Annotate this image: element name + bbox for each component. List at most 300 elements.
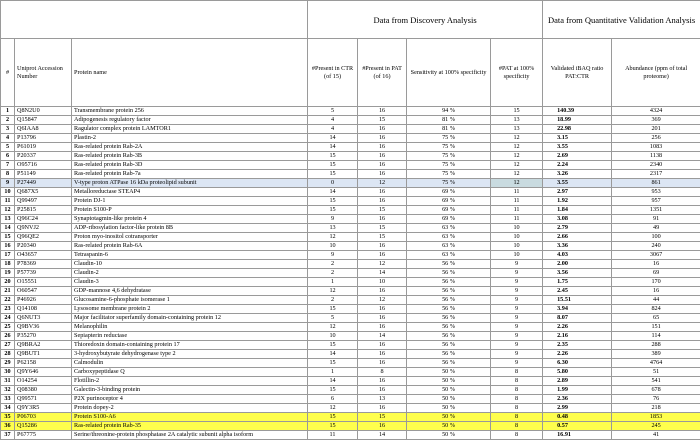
sensitivity-cell: 75 % [407,179,491,188]
pat-spec-cell: 9 [491,278,543,287]
ibaq-ratio-cell: 2.26 [543,350,612,359]
table-row [1,197,700,206]
abundance-cell: 288 [612,341,700,350]
accession-cell: Q6NUT3 [15,314,72,323]
ibaq-ratio-cell: 140.39 [543,107,612,116]
pat-spec-cell: 10 [491,224,543,233]
protein-name-cell: Melanophilin [72,323,308,332]
pat-spec-cell: 9 [491,287,543,296]
sensitivity-cell: 75 % [407,152,491,161]
protein-name-cell: GDP-mannose 4,6 dehydratase [72,287,308,296]
table-row [1,368,700,377]
protein-name-cell: Protein S100-A6 [72,413,308,422]
present-ctr-cell: 2 [308,269,358,278]
protein-name-cell: Flotillin-2 [72,377,308,386]
ibaq-ratio-cell: 2.45 [543,287,612,296]
sensitivity-cell: 56 % [407,359,491,368]
pat-spec-cell: 11 [491,215,543,224]
present-ctr-cell: 5 [308,314,358,323]
protein-name-cell: Transmembrane protein 256 [72,107,308,116]
protein-name-cell: Glucosamine-6-phosphate isomerase 1 [72,296,308,305]
pat-spec-cell: 10 [491,251,543,260]
accession-cell: Q9BUT1 [15,350,72,359]
row-index: 32 [1,386,15,395]
abundance-cell: 151 [612,323,700,332]
protein-name-cell: Ras-related protein Rab-3D [72,161,308,170]
sensitivity-cell: 69 % [407,215,491,224]
sensitivity-cell: 69 % [407,188,491,197]
present-ctr-cell: 15 [308,305,358,314]
sensitivity-cell: 50 % [407,377,491,386]
accession-cell: Q08380 [15,386,72,395]
row-index: 33 [1,395,15,404]
table-row [1,179,700,188]
abundance-cell: 201 [612,125,700,134]
accession-cell: Q9BV36 [15,323,72,332]
pat-spec-cell: 12 [491,152,543,161]
column-header-row [1,39,700,107]
ibaq-ratio-cell: 1.75 [543,278,612,287]
accession-cell: Q15847 [15,116,72,125]
pat-spec-cell: 9 [491,269,543,278]
col-header-index: # [1,39,15,107]
present-pat-cell: 16 [358,359,407,368]
present-ctr-cell: 9 [308,215,358,224]
abundance-cell: 76 [612,395,700,404]
row-index: 24 [1,314,15,323]
pat-spec-cell: 9 [491,305,543,314]
ibaq-ratio-cell: 5.80 [543,368,612,377]
sensitivity-cell: 75 % [407,170,491,179]
row-index: 7 [1,161,15,170]
accession-cell: Q14108 [15,305,72,314]
ibaq-ratio-cell: 16.91 [543,431,612,440]
pat-spec-cell: 11 [491,197,543,206]
abundance-cell: 245 [612,422,700,431]
pat-spec-cell: 8 [491,404,543,413]
table-row [1,143,700,152]
present-ctr-cell: 15 [308,359,358,368]
ibaq-ratio-cell: 4.03 [543,251,612,260]
ibaq-ratio-cell: 2.79 [543,224,612,233]
present-pat-cell: 16 [358,197,407,206]
pat-spec-cell: 9 [491,323,543,332]
row-index: 1 [1,107,15,116]
protein-name-cell: Major facilitator superfamily domain-containing protein 12 [72,314,308,323]
abundance-cell: 16 [612,260,700,269]
sensitivity-cell: 81 % [407,125,491,134]
abundance-cell: 4324 [612,107,700,116]
sensitivity-cell: 63 % [407,242,491,251]
accession-cell: P51149 [15,170,72,179]
present-ctr-cell: 13 [308,224,358,233]
sensitivity-cell: 56 % [407,278,491,287]
row-index: 36 [1,422,15,431]
col-header-accession: Uniprot Accession Number [15,39,72,107]
present-ctr-cell: 10 [308,332,358,341]
sensitivity-cell: 50 % [407,431,491,440]
protein-name-cell: Protein S100-P [72,206,308,215]
group-header-row [1,1,700,39]
row-index: 21 [1,287,15,296]
row-index: 35 [1,413,15,422]
present-pat-cell: 15 [358,413,407,422]
row-index: 26 [1,332,15,341]
protein-name-cell: Lysosome membrane protein 2 [72,305,308,314]
table-row [1,215,700,224]
abundance-cell: 369 [612,116,700,125]
abundance-cell: 65 [612,314,700,323]
abundance-cell: 100 [612,233,700,242]
pat-spec-cell: 9 [491,350,543,359]
row-index: 2 [1,116,15,125]
table-row [1,431,700,440]
present-ctr-cell: 6 [308,395,358,404]
protein-name-cell: Galectin-3-binding protein [72,386,308,395]
abundance-cell: 240 [612,242,700,251]
discovery-group-header: Data from Discovery Analysis [308,1,543,39]
pat-spec-cell: 10 [491,242,543,251]
table-row [1,359,700,368]
abundance-cell: 49 [612,224,700,233]
sensitivity-cell: 63 % [407,233,491,242]
pat-spec-cell: 12 [491,134,543,143]
present-ctr-cell: 0 [308,179,358,188]
sensitivity-cell: 50 % [407,404,491,413]
abundance-cell: 541 [612,377,700,386]
ibaq-ratio-cell: 2.35 [543,341,612,350]
table-body [1,107,700,440]
ibaq-ratio-cell: 3.15 [543,134,612,143]
sensitivity-cell: 56 % [407,332,491,341]
protein-name-cell: V-type proton ATPase 16 kDa proteolipid subunit [72,179,308,188]
table-row [1,251,700,260]
pat-spec-cell: 13 [491,116,543,125]
accession-cell: P57739 [15,269,72,278]
abundance-cell: 3067 [612,251,700,260]
present-ctr-cell: 15 [308,161,358,170]
accession-cell: P67775 [15,431,72,440]
table-row [1,107,700,116]
ibaq-ratio-cell: 3.55 [543,179,612,188]
pat-spec-cell: 9 [491,260,543,269]
sensitivity-cell: 56 % [407,314,491,323]
table-row [1,161,700,170]
header-blank-cell [1,1,308,39]
ibaq-ratio-cell: 2.00 [543,260,612,269]
table-row [1,260,700,269]
present-ctr-cell: 14 [308,350,358,359]
row-index: 12 [1,206,15,215]
accession-cell: Q99497 [15,197,72,206]
row-index: 28 [1,350,15,359]
ibaq-ratio-cell: 0.57 [543,422,612,431]
accession-cell: Q6IAA8 [15,125,72,134]
present-ctr-cell: 9 [308,251,358,260]
present-pat-cell: 16 [358,422,407,431]
accession-cell: P46926 [15,296,72,305]
present-pat-cell: 12 [358,296,407,305]
protein-name-cell: Claudin-2 [72,269,308,278]
present-pat-cell: 16 [358,287,407,296]
validation-group-header: Data from Quantitative Validation Analysis [543,1,700,39]
ibaq-ratio-cell: 2.16 [543,332,612,341]
table-row [1,323,700,332]
sensitivity-cell: 50 % [407,413,491,422]
table-row [1,233,700,242]
abundance-cell: 1138 [612,152,700,161]
present-ctr-cell: 2 [308,260,358,269]
protein-name-cell: ADP-ribosylation factor-like protein 8B [72,224,308,233]
abundance-cell: 218 [612,404,700,413]
accession-cell: Q9NVJ2 [15,224,72,233]
sensitivity-cell: 56 % [407,269,491,278]
protein-name-cell: Claudin-3 [72,278,308,287]
accession-cell: Q99571 [15,395,72,404]
table-row [1,332,700,341]
present-pat-cell: 16 [358,251,407,260]
abundance-cell: 678 [612,386,700,395]
row-index: 18 [1,260,15,269]
present-pat-cell: 16 [358,188,407,197]
present-pat-cell: 16 [358,125,407,134]
protein-name-cell: Claudin-10 [72,260,308,269]
row-index: 25 [1,323,15,332]
accession-cell: O14254 [15,377,72,386]
table-row [1,170,700,179]
present-pat-cell: 16 [358,242,407,251]
sensitivity-cell: 56 % [407,305,491,314]
col-header-protein-name: Protein name [72,39,308,107]
row-index: 30 [1,368,15,377]
row-index: 16 [1,242,15,251]
row-index: 9 [1,179,15,188]
accession-cell: O43657 [15,251,72,260]
pat-spec-cell: 12 [491,170,543,179]
present-ctr-cell: 15 [308,386,358,395]
col-header-sensitivity: Sensitivity at 100% specificity [407,39,491,107]
ibaq-ratio-cell: 22.98 [543,125,612,134]
abundance-cell: 170 [612,278,700,287]
ibaq-ratio-cell: 0.48 [543,413,612,422]
pat-spec-cell: 8 [491,413,543,422]
present-pat-cell: 16 [358,341,407,350]
table-row [1,206,700,215]
row-index: 15 [1,233,15,242]
pat-spec-cell: 12 [491,179,543,188]
present-ctr-cell: 15 [308,206,358,215]
col-header-present-pat: #Present in PAT (of 16) [358,39,407,107]
present-ctr-cell: 1 [308,278,358,287]
accession-cell: Q9Y3R5 [15,404,72,413]
present-pat-cell: 16 [358,107,407,116]
ibaq-ratio-cell: 2.97 [543,188,612,197]
pat-spec-cell: 10 [491,233,543,242]
present-pat-cell: 13 [358,395,407,404]
accession-cell: O95716 [15,161,72,170]
present-pat-cell: 16 [358,377,407,386]
accession-cell: Q8N2U0 [15,107,72,116]
sensitivity-cell: 94 % [407,107,491,116]
present-ctr-cell: 12 [308,287,358,296]
pat-spec-cell: 13 [491,125,543,134]
row-index: 6 [1,152,15,161]
ibaq-ratio-cell: 15.51 [543,296,612,305]
sensitivity-cell: 50 % [407,386,491,395]
present-ctr-cell: 15 [308,152,358,161]
abundance-cell: 1853 [612,413,700,422]
present-ctr-cell: 15 [308,197,358,206]
present-ctr-cell: 4 [308,125,358,134]
present-pat-cell: 16 [358,386,407,395]
abundance-cell: 824 [612,305,700,314]
abundance-cell: 4764 [612,359,700,368]
present-pat-cell: 12 [358,260,407,269]
ibaq-ratio-cell: 2.36 [543,395,612,404]
present-pat-cell: 16 [358,314,407,323]
sensitivity-cell: 50 % [407,422,491,431]
row-index: 5 [1,143,15,152]
abundance-cell: 44 [612,296,700,305]
protein-name-cell: Ras-related protein Rab-3B [72,152,308,161]
table-row [1,116,700,125]
protein-name-cell: Thioredoxin domain-containing protein 17 [72,341,308,350]
accession-cell: P06703 [15,413,72,422]
abundance-cell: 957 [612,197,700,206]
abundance-cell: 91 [612,215,700,224]
table-row [1,188,700,197]
ibaq-ratio-cell: 8.07 [543,314,612,323]
abundance-cell: 1351 [612,206,700,215]
protein-name-cell: P2X purinoceptor 4 [72,395,308,404]
present-ctr-cell: 14 [308,188,358,197]
present-ctr-cell: 14 [308,377,358,386]
row-index: 13 [1,215,15,224]
protein-name-cell: Calmodulin [72,359,308,368]
ibaq-ratio-cell: 2.89 [543,377,612,386]
protein-name-cell: Sepiapterin reductase [72,332,308,341]
present-pat-cell: 15 [358,206,407,215]
table-row [1,404,700,413]
present-pat-cell: 15 [358,224,407,233]
row-index: 4 [1,134,15,143]
present-ctr-cell: 12 [308,323,358,332]
sensitivity-cell: 63 % [407,251,491,260]
pat-spec-cell: 9 [491,296,543,305]
table-row [1,152,700,161]
row-index: 27 [1,341,15,350]
pat-spec-cell: 9 [491,332,543,341]
accession-cell: P61019 [15,143,72,152]
table-row [1,278,700,287]
table-row [1,224,700,233]
abundance-cell: 51 [612,368,700,377]
pat-spec-cell: 12 [491,143,543,152]
pat-spec-cell: 8 [491,368,543,377]
row-index: 17 [1,251,15,260]
row-index: 19 [1,269,15,278]
table-row [1,287,700,296]
present-pat-cell: 12 [358,179,407,188]
accession-cell: P27449 [15,179,72,188]
present-pat-cell: 14 [358,332,407,341]
protein-name-cell: 3-hydroxybutyrate dehydrogenase type 2 [72,350,308,359]
abundance-cell: 1083 [612,143,700,152]
sensitivity-cell: 63 % [407,224,491,233]
protein-name-cell: Ragulator complex protein LAMTOR1 [72,125,308,134]
ibaq-ratio-cell: 3.26 [543,170,612,179]
present-ctr-cell: 15 [308,422,358,431]
pat-spec-cell: 11 [491,206,543,215]
abundance-cell: 389 [612,350,700,359]
present-pat-cell: 16 [358,170,407,179]
present-ctr-cell: 15 [308,413,358,422]
present-ctr-cell: 2 [308,296,358,305]
sensitivity-cell: 56 % [407,260,491,269]
table-row [1,341,700,350]
present-pat-cell: 16 [358,404,407,413]
sensitivity-cell: 56 % [407,323,491,332]
sensitivity-cell: 75 % [407,134,491,143]
present-ctr-cell: 15 [308,170,358,179]
row-index: 14 [1,224,15,233]
row-index: 8 [1,170,15,179]
present-pat-cell: 16 [358,215,407,224]
table-row [1,296,700,305]
pat-spec-cell: 11 [491,188,543,197]
row-index: 23 [1,305,15,314]
protein-name-cell: Serine/threonine-protein phosphatase 2A catalytic subunit alpha isoform [72,431,308,440]
abundance-cell: 861 [612,179,700,188]
protein-name-cell: Plastin-2 [72,134,308,143]
col-header-present-ctr: #Present in CTR (of 15) [308,39,358,107]
protein-name-cell: Ras-related protein Rab-35 [72,422,308,431]
abundance-cell: 69 [612,269,700,278]
abundance-cell: 953 [612,188,700,197]
ibaq-ratio-cell: 6.30 [543,359,612,368]
pat-spec-cell: 8 [491,422,543,431]
sensitivity-cell: 56 % [407,287,491,296]
ibaq-ratio-cell: 3.55 [543,143,612,152]
protein-name-cell: Metalloreductase STEAP4 [72,188,308,197]
present-ctr-cell: 5 [308,107,358,116]
accession-cell: P20337 [15,152,72,161]
present-ctr-cell: 14 [308,134,358,143]
pat-spec-cell: 15 [491,107,543,116]
accession-cell: P13796 [15,134,72,143]
protein-name-cell: Adipogenesis regulatory factor [72,116,308,125]
protein-name-cell: Protein dopey-2 [72,404,308,413]
col-header-ibaq-ratio: Validated iBAQ ratio PAT:CTR [543,39,612,107]
present-pat-cell: 15 [358,116,407,125]
protein-name-cell: Ras-related protein Rab-2A [72,143,308,152]
sensitivity-cell: 56 % [407,350,491,359]
sensitivity-cell: 81 % [407,116,491,125]
present-ctr-cell: 10 [308,242,358,251]
present-ctr-cell: 14 [308,143,358,152]
protein-name-cell: Protein DJ-1 [72,197,308,206]
table-row [1,350,700,359]
abundance-cell: 256 [612,134,700,143]
accession-cell: O60547 [15,287,72,296]
sensitivity-cell: 75 % [407,143,491,152]
sensitivity-cell: 69 % [407,197,491,206]
present-pat-cell: 16 [358,134,407,143]
row-index: 3 [1,125,15,134]
present-pat-cell: 16 [358,305,407,314]
ibaq-ratio-cell: 3.36 [543,242,612,251]
accession-cell: O15551 [15,278,72,287]
